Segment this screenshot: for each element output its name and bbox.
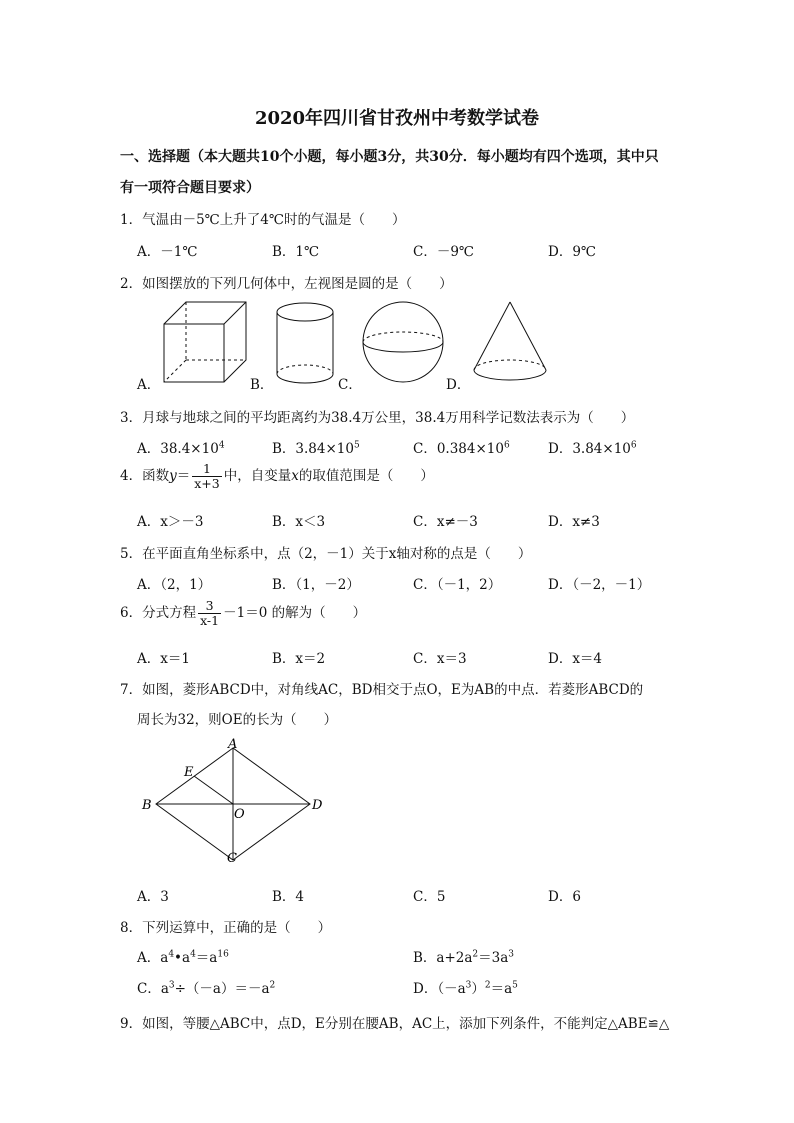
q3-stem: 3．月球与地球之间的平均距离约为38.4万公里，38.4万用科学记数法表示为（ ） bbox=[120, 410, 635, 426]
q5-option-d: D．（－2，－1） bbox=[548, 577, 651, 593]
q7-option-c: C．5 bbox=[413, 889, 446, 905]
q5-option-b: B．（1，－2） bbox=[272, 577, 360, 593]
q6-option-a: A．x＝1 bbox=[137, 651, 190, 667]
rhombus-figure bbox=[138, 736, 338, 866]
q2-option-a: A． bbox=[137, 377, 161, 393]
q9-stem: 9．如图，等腰△ABC中，点D，E分别在腰AB，AC上，添加下列条件，不能判定△ABE≌△ bbox=[120, 1016, 670, 1032]
q1-option-d: D．9℃ bbox=[548, 244, 597, 260]
q7-option-a: A．3 bbox=[137, 889, 169, 905]
section-heading-line2: 有一项符合题目要求） bbox=[120, 180, 260, 196]
q2-stem: 2．如图摆放的下列几何体中，左视图是圆的是（ ） bbox=[120, 276, 453, 292]
q8-stem: 8．下列运算中，正确的是（ ） bbox=[120, 920, 332, 936]
q3-option-b: B．$3.84\times 10^5$ bbox=[272, 440, 360, 457]
cone-figure bbox=[470, 300, 550, 390]
q5-option-c: C．（－1，2） bbox=[413, 577, 502, 593]
label-C: C bbox=[227, 851, 237, 866]
q8-option-b: B．$a+2a^2=3a^3$ bbox=[413, 949, 515, 966]
cylinder-figure bbox=[272, 300, 338, 390]
q6-fraction: $\frac{3}{x-1}$ bbox=[200, 598, 220, 628]
label-B: B bbox=[142, 798, 152, 813]
q7-option-b: B．4 bbox=[272, 889, 305, 905]
q6-option-b: B．x＝2 bbox=[272, 651, 326, 667]
cube-figure bbox=[160, 298, 250, 388]
label-A: A bbox=[228, 737, 238, 752]
q6-stem: 6．分式方程 $\frac{3}{x-1}$ －1＝0 的解为（ ） bbox=[120, 598, 367, 628]
q7-stem-line1: 7．如图，菱形ABCD中，对角线AC，BD相交于点O，E为AB的中点．若菱形ABCD的 bbox=[120, 682, 644, 698]
q5-stem: 5．在平面直角坐标系中，点（2，－1）关于x轴对称的点是（ ） bbox=[120, 546, 532, 562]
q7-option-d: D．6 bbox=[548, 889, 581, 905]
q4-option-b: B．x＜3 bbox=[272, 514, 326, 530]
q1-option-b: B．1℃ bbox=[272, 244, 320, 260]
q4-option-d: D．x≠3 bbox=[548, 514, 600, 530]
q2-option-b: B． bbox=[250, 377, 274, 393]
label-O: O bbox=[234, 807, 245, 822]
q6-option-c: C．x＝3 bbox=[413, 651, 467, 667]
q8-option-a: A．$a^4•a^4=a^{16}$ bbox=[137, 949, 229, 966]
section-heading-line1: 一、选择题（本大题共10个小题，每小题3分，共30分．每小题均有四个选项，其中只 bbox=[120, 149, 659, 165]
q3-option-c: C．$0.384\times 10^6$ bbox=[413, 440, 510, 457]
label-D: D bbox=[312, 798, 323, 813]
q4-stem: 4．函数y＝ $\frac{1}{x+3}$ 中，自变量x的取值范围是（ ） bbox=[120, 461, 434, 491]
q3-option-a: A．$38.4\times 10^4$ bbox=[137, 440, 225, 457]
page-title: 2020年四川省甘孜州中考数学试卷 bbox=[254, 108, 540, 129]
label-E: E bbox=[184, 765, 194, 780]
q2-option-c: C． bbox=[338, 377, 362, 393]
q4-fraction: $\frac{1}{x+3}$ bbox=[194, 461, 220, 491]
q1-stem: 1．气温由－5℃上升了4℃时的气温是（ ） bbox=[120, 212, 406, 228]
q1-option-a: A．－1℃ bbox=[137, 244, 198, 260]
sphere-figure bbox=[360, 298, 446, 388]
q8-option-d: D．$(-a^3)^2=a^5$ bbox=[413, 980, 518, 997]
q4-option-c: C．x≠－3 bbox=[413, 514, 478, 530]
q8-option-c: C．$a^3\div(-a)=-a^2$ bbox=[137, 980, 276, 997]
q3-option-d: D．$3.84\times 10^6$ bbox=[548, 440, 637, 457]
q6-option-d: D．x＝4 bbox=[548, 651, 603, 667]
q2-option-d: D． bbox=[446, 377, 471, 393]
q4-option-a: A．x＞－3 bbox=[137, 514, 204, 530]
q5-option-a: A．（2，1） bbox=[137, 577, 212, 593]
q7-stem-line2: 周长为32，则OE的长为（ ） bbox=[137, 712, 338, 728]
q1-option-c: C．－9℃ bbox=[413, 244, 475, 260]
